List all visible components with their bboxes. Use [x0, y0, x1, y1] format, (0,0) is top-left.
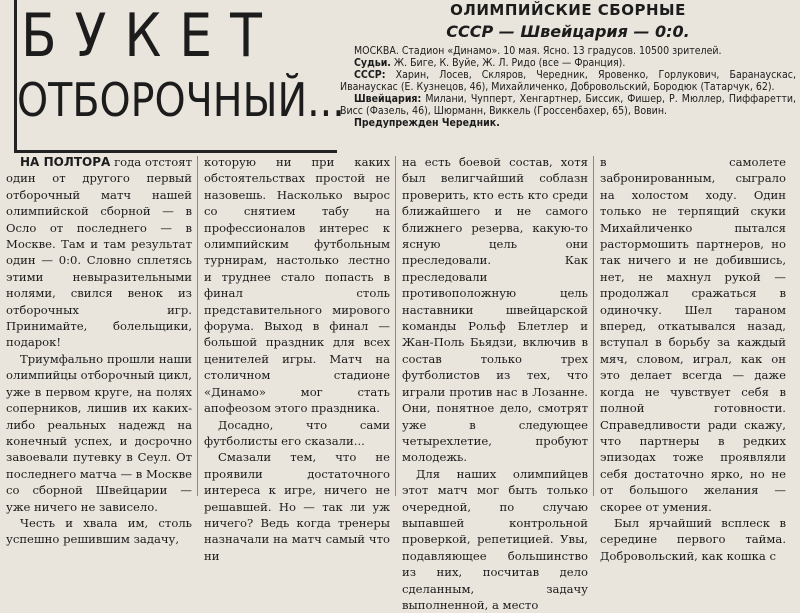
- report-ussr-lineup: СССР: Харин, Лосев, Скляров, Чередник, Яровенко, Горлукович, Баранаускас, Иванаускас (Е. Кузнецов, 46), Михайличенко, Добровольский, Бородюк (Татарчук, 62).: [340, 69, 796, 93]
- paragraph: Триумфально прошли наши олимпийцы отборочный цикл, уже в первом круге, на полях соперников, лишив их каких-либо реальных надежд на конечный успех, и досрочно завоевали путевку в Сеул. От последнего матча — в Москве со сборной Швейцарии — уже ничего не зависело.: [6, 351, 192, 514]
- paragraph: Честь и хвала им, столь успешно решившим задачу,: [6, 515, 192, 547]
- headline-line1: БУКЕТ: [21, 2, 280, 71]
- headline-line2: ОТБОРОЧНЫЙ...: [17, 74, 345, 128]
- text-column-3: [402, 154, 588, 612]
- report-title: ОЛИМПИЙСКИЕ СБОРНЫЕ: [450, 1, 686, 19]
- paragraph: Был ярчайший всплеск в середине первого тайма. Добровольский, как кошка с: [600, 515, 786, 563]
- column-rule: [593, 156, 594, 496]
- paragraph: Смазали тем, что не проявили достаточного интереса к игре, ничего не решавшей. Но — так ли уж ничего? Ведь когда тренеры назначали на матч самый что ни: [204, 450, 390, 563]
- lead-in: НА ПОЛТОРА: [20, 155, 111, 169]
- report-score: СССР — Швейцария — 0:0.: [446, 22, 690, 41]
- column-rule: [395, 156, 396, 496]
- paragraph: на есть боевой состав, хотя был велигчайший соблазн проверить, кто есть кто среди ближайшего и не самого ближнего резерва, какую-то ясную цель они преследовали. Как преследовали противоположную цель наставники швейцарской команды Рольф Блетлер и Жан-Поль Бьядзи, включив в состав только трех футболистов из тех, что играли против нас в Лозанне. Они, понятное дело, смотрят уже в следующее четырехлетие, пробуют молодежь.: [402, 155, 588, 465]
- text-column-2: [204, 154, 390, 563]
- paragraph: Досадно, что сами футболисты его сказали...: [204, 417, 390, 448]
- match-report: [340, 0, 796, 129]
- paragraph: в самолете забронированным, сыграло на холостом ходу. Один только не терпящий скуки Михайличенко пытался растормошить партнеров, но так ничего и не добившись, нет, не махнул рукой — продолжал сражаться в одиночку. Шел тараном вперед, откатывался назад, вступал в борьбу за каждый мяч, словом, играл, как он это делает всегда — даже когда не чувствует себя в полной готовности. Справедливости ради скажу, что партнеры в редких эпизодах тоже проявляли себя достаточно ярко, но не от большого желания — скорее от умения.: [600, 155, 786, 514]
- report-venue: МОСКВА. Стадион «Динамо». 10 мая. Ясно. 13 градусов. 10500 зрителей.: [354, 45, 722, 57]
- report-swiss-lineup: Швейцария: Милани, Чупперт, Хенгартнер, Биссик, Фишер, Р. Мюллер, Пиффаретти, Висс (Фазель, 46), Шюрманн, Виккель (Гроссенбахер, 65), Вовин.: [340, 93, 796, 117]
- text-column-4: [600, 154, 786, 563]
- headline-box: [14, 0, 345, 153]
- column-rule: [197, 156, 198, 496]
- paragraph: Для наших олимпийцев этот матч мог быть только очередной, по случаю выпавшей контрольной проверкой, репетицией. Увы, подавляющее большинство из них, посчитав дело сделанным, задачу выполненной, а место: [402, 466, 588, 612]
- report-referees: Судьи. Ж. Биге, К. Вуйе, Ж. Л. Ридо (все — Франция).: [354, 57, 626, 69]
- report-warning: Предупрежден Чередник.: [354, 117, 500, 129]
- text-column-1: [6, 154, 192, 547]
- report-body: [340, 45, 796, 129]
- paragraph: НА ПОЛТОРА года отстоят один от другого первый отборочный матч нашей олимпийской сборной — в Осло от последнего — в Москве. Там и там результат один — 0:0. Словно сплетясь этими невыразительными нолями, свился венок из отборочных игр. Принимайте, болельщики, подарок!: [6, 155, 192, 350]
- paragraph: которую ни при каких обстоятельствах простой не назовешь. Насколько вырос со снятием табу на профессионалов интерес к олимпийским футбольным турнирам, настолько лестно и труднее стало попасть в финал столь представительного мирового форума. Выход в финал — большой праздник для всех ценителей игры. Матч на столичном стадионе «Динамо» мог стать апофеозом этого праздника.: [204, 155, 390, 416]
